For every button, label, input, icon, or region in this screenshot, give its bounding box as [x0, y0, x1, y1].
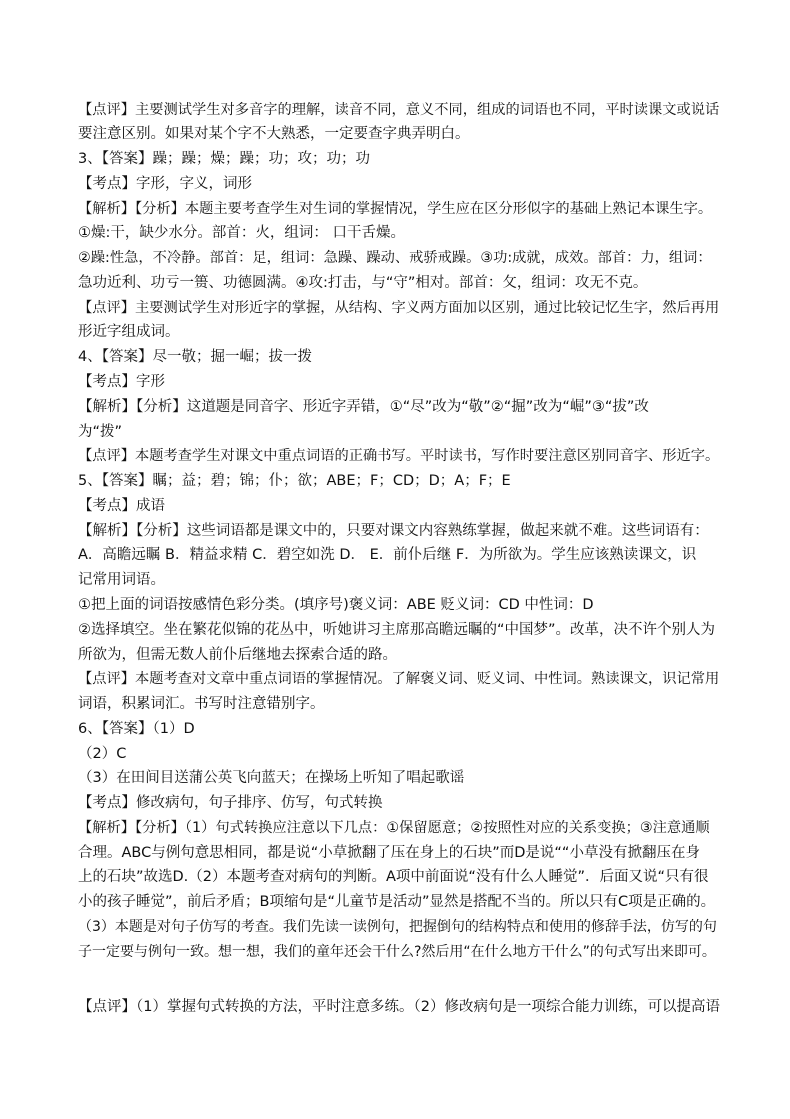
text-line: ①把上面的词语按感情色彩分类。(填序号)褒义词：ABE 贬义词：CD 中性词：D	[78, 597, 594, 613]
text-line: （2）C	[78, 746, 127, 762]
text-line: 小的孩子睡觉”，前后矛盾；B项缩句是“儿童节是活动”显然是搭配不当的。所以只有C项是正确的。	[78, 894, 716, 910]
text-line: 【解析】【分析】（1）句式转换应注意以下几点：①保留愿意；②按照性对应的关系变换；③注意通顺	[78, 820, 710, 836]
text-line: 【点评】本题考查对文章中重点词语的掌握情况。了解褒义词、贬义词、中性词。熟读课文，识记常用	[78, 671, 720, 687]
text-line: 【解析】【分析】本题主要考查学生对生词的掌握情况，学生应在区分形似字的基础上熟记本课生字。	[78, 201, 713, 217]
text-line: 【点评】（1）掌握句式转换的方法，平时注意多练。（2）修改病句是一项综合能力训练，可以提高语	[78, 999, 720, 1015]
text-line: 【点评】本题考查学生对课文中重点词语的正确书写。平时读书，写作时要注意区别同音字、形近字。	[78, 448, 720, 464]
text-line: 【解析】【分析】这些词语都是课文中的，只要对课文内容熟练掌握，做起来就不难。这些词语有：	[78, 523, 709, 539]
text-line: 记常用词语。	[78, 572, 165, 588]
text-line: 子一定要与例句一致。想一想，我们的童年还会干什么?然后用“在什么地方干什么”的句式写出来即可。	[78, 944, 716, 960]
text-line: 形近字组成词。	[78, 324, 180, 340]
text-line: 为“拨”	[78, 424, 123, 440]
text-line: 【点评】主要测试学生对形近字的掌握，从结构、字义两方面加以区别，通过比较记忆生字，然后再用	[78, 300, 720, 316]
text-line: 4、【答案】尽一敬；掘一崛；拔一拨	[78, 349, 312, 365]
text-line: ②躁:性急，不冷静。部首：足，组词：急躁、躁动、戒骄戒躁。③功:成就，成效。部首：力，组词：	[78, 250, 712, 266]
text-line: 【考点】成语	[78, 498, 165, 514]
text-line: 6、【答案】（1）D	[78, 721, 195, 737]
text-line: ②选择填空。坐在繁花似锦的花丛中，听她讲习主席那高瞻远瞩的“中国梦”。改革，决不许个别人为	[78, 622, 716, 638]
text-line: 急功近利、功亏一篑、功德圆满。④攻:打击，与“守”相对。部首：攵，组词：攻无不克。	[78, 275, 648, 291]
text-line: 【考点】修改病句，句子排序、仿写，句式转换	[78, 795, 383, 811]
text-line: 合理。ABC与例句意思相同，都是说“小草掀翻了压在身上的石块”而D是说““小草没有掀翻压在身	[78, 845, 700, 861]
text-line: 【考点】字形，字义，词形	[78, 176, 252, 192]
text-line: 3、【答案】躁；躁；燥；躁；功；攻；功；功	[78, 151, 370, 167]
text-line: 所欲为，但需无数人前仆后继地去探索合适的路。	[78, 647, 397, 663]
text-line: （3）本题是对句子仿写的考查。我们先读一读例句，把握倒句的结构特点和使用的修辞手法，仿写的句	[78, 919, 717, 935]
text-line: 【解析】【分析】这道题是同音字、形近字弄错，①“尽”改为“敬”②“掘”改为“崛”③“拔”改	[78, 399, 649, 415]
text-line: （3）在田间目送蒲公英飞向蓝天；在操场上听知了唱起歌谣	[78, 770, 465, 786]
text-line: 【点评】主要测试学生对多音字的理解，读音不同，意义不同，组成的词语也不同，平时读课文或说话	[78, 102, 720, 118]
text-line: 【考点】字形	[78, 374, 165, 390]
text-line: 要注意区别。如果对某个字不大熟悉，一定要查字典弄明白。	[78, 126, 470, 142]
text-line: 词语，积累词汇。书写时注意错别字。	[78, 696, 325, 712]
text-line: ①燥:干，缺少水分。部首：火，组词： 口干舌燥。	[78, 225, 405, 241]
text-line: A．高瞻远瞩 B．精益求精 C．碧空如洗 D． E．前仆后继 F．为所欲为。学生应该熟读课文，识	[78, 547, 697, 563]
text-line: 5、【答案】瞩；益；碧；锦；仆；欲；ABE；F；CD；D；A；F；E	[78, 473, 511, 489]
text-line: 上的石块”故选D.（2）本题考查对病句的判断。A项中前面说“没有什么人睡觉”．后面又说“只有很	[78, 869, 709, 885]
